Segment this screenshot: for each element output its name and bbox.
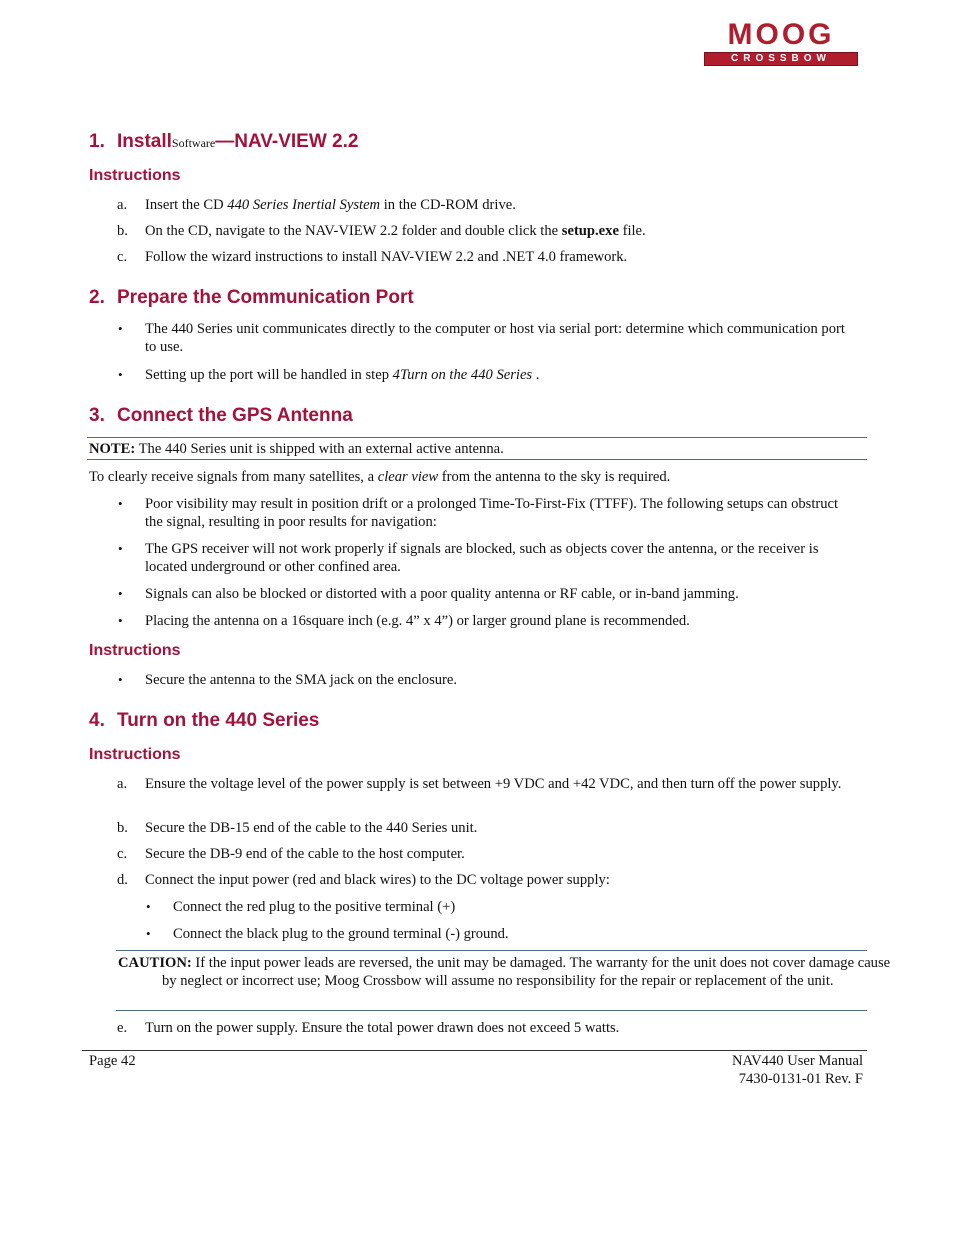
list-item: Secure the antenna to the SMA jack on the enclosure. <box>145 672 458 688</box>
list-marker: b. <box>117 820 128 836</box>
section-4-subheading: Instructions <box>89 746 181 763</box>
list-item: Connect the red plug to the positive terminal (+) <box>173 899 456 915</box>
footer-revision: 7430-0131-01 Rev. F <box>738 1071 863 1087</box>
list-marker: c. <box>117 846 128 862</box>
bullet: • <box>118 367 123 382</box>
moog-crossbow-logo <box>702 18 860 68</box>
list-item: Turn on the power supply. Ensure the total power drawn does not exceed 5 watts. <box>145 1020 620 1036</box>
list-marker: d. <box>117 872 128 888</box>
note-bottom-rule <box>87 459 867 460</box>
list-item: On the CD, navigate to the NAV-VIEW 2.2 folder and double click the setup.exe file. <box>145 223 646 239</box>
list-marker: c. <box>117 249 128 265</box>
bullet: • <box>118 541 123 556</box>
section-4-heading: 4. Turn on the 440 Series <box>89 710 320 731</box>
list-marker: a. <box>117 776 128 792</box>
list-item: Connect the input power (red and black wires) to the DC voltage power supply: <box>145 872 610 888</box>
bullet: • <box>118 672 123 687</box>
logo-sub: CROSSBOW <box>704 52 858 66</box>
list-item: Secure the DB-9 end of the cable to the host computer. <box>145 846 465 862</box>
section-2-heading: 2. Prepare the Communication Port <box>89 287 414 308</box>
list-marker: e. <box>117 1020 128 1036</box>
caution-bottom-rule <box>116 1010 867 1011</box>
bullet: • <box>118 496 123 511</box>
paragraph: To clearly receive signals from many satellites, a clear view from the antenna to the sky is required. <box>89 469 671 485</box>
footer-manual-title: NAV440 User Manual <box>731 1053 863 1069</box>
bullet: • <box>118 586 123 601</box>
section-3-subheading: Instructions <box>89 642 181 659</box>
list-item: Insert the CD 440 Series Inertial System in the CD-ROM drive. <box>145 197 516 213</box>
list-item: Setting up the port will be handled in step 4Turn on the 440 Series . <box>145 367 540 383</box>
list-item: Connect the black plug to the ground terminal (-) ground. <box>173 926 509 942</box>
page-number: Page 42 <box>89 1053 136 1069</box>
list-item: Poor visibility may result in position drift or a prolonged Time-To-First-Fix (TTFF). The following setups can obstruct the signal, resulting in poor results for navigation: <box>145 496 839 530</box>
bullet: • <box>146 926 151 941</box>
list-item: The GPS receiver will not work properly if signals are blocked, such as objects cover the antenna, or the receiver is located underground or other confined area. <box>145 541 819 575</box>
list-marker: a. <box>117 197 128 213</box>
section-1-subheading: Instructions <box>89 167 181 184</box>
bullet: • <box>118 613 123 628</box>
list-item: Placing the antenna on a 16square inch (e.g. 4” x 4”) or larger ground plane is recommended. <box>145 613 690 629</box>
note-top-rule <box>87 437 867 438</box>
caution-top-rule <box>116 950 867 951</box>
section-1-heading: 1. InstallSoftware—NAV-VIEW 2.2 <box>89 131 359 152</box>
list-marker: b. <box>117 223 128 239</box>
caution-box: CAUTION: If the input power leads are reversed, the unit may be damaged. The warranty for the unit does not cover damage cause by neglect or incorrect use; Moog Crossbow will assume no responsibility for the repair or replacement of the unit. <box>118 955 891 989</box>
list-item: The 440 Series unit communicates directly to the computer or host via serial port: determine which communication port to use. <box>145 321 845 355</box>
section-3-heading: 3. Connect the GPS Antenna <box>89 405 353 426</box>
list-item: Secure the DB-15 end of the cable to the 440 Series unit. <box>145 820 478 836</box>
note-box: NOTE: The 440 Series unit is shipped with an external active antenna. <box>89 441 504 457</box>
list-item: Ensure the voltage level of the power supply is set between +9 VDC and +42 VDC, and then turn off the power supply. <box>145 776 842 792</box>
logo-brand: MOOG <box>727 18 835 51</box>
list-item: Follow the wizard instructions to install NAV-VIEW 2.2 and .NET 4.0 framework. <box>145 249 628 265</box>
bullet: • <box>146 899 151 914</box>
bullet: • <box>118 321 123 336</box>
footer-rule <box>82 1050 867 1051</box>
list-item: Signals can also be blocked or distorted with a poor quality antenna or RF cable, or in-band jamming. <box>145 586 739 602</box>
